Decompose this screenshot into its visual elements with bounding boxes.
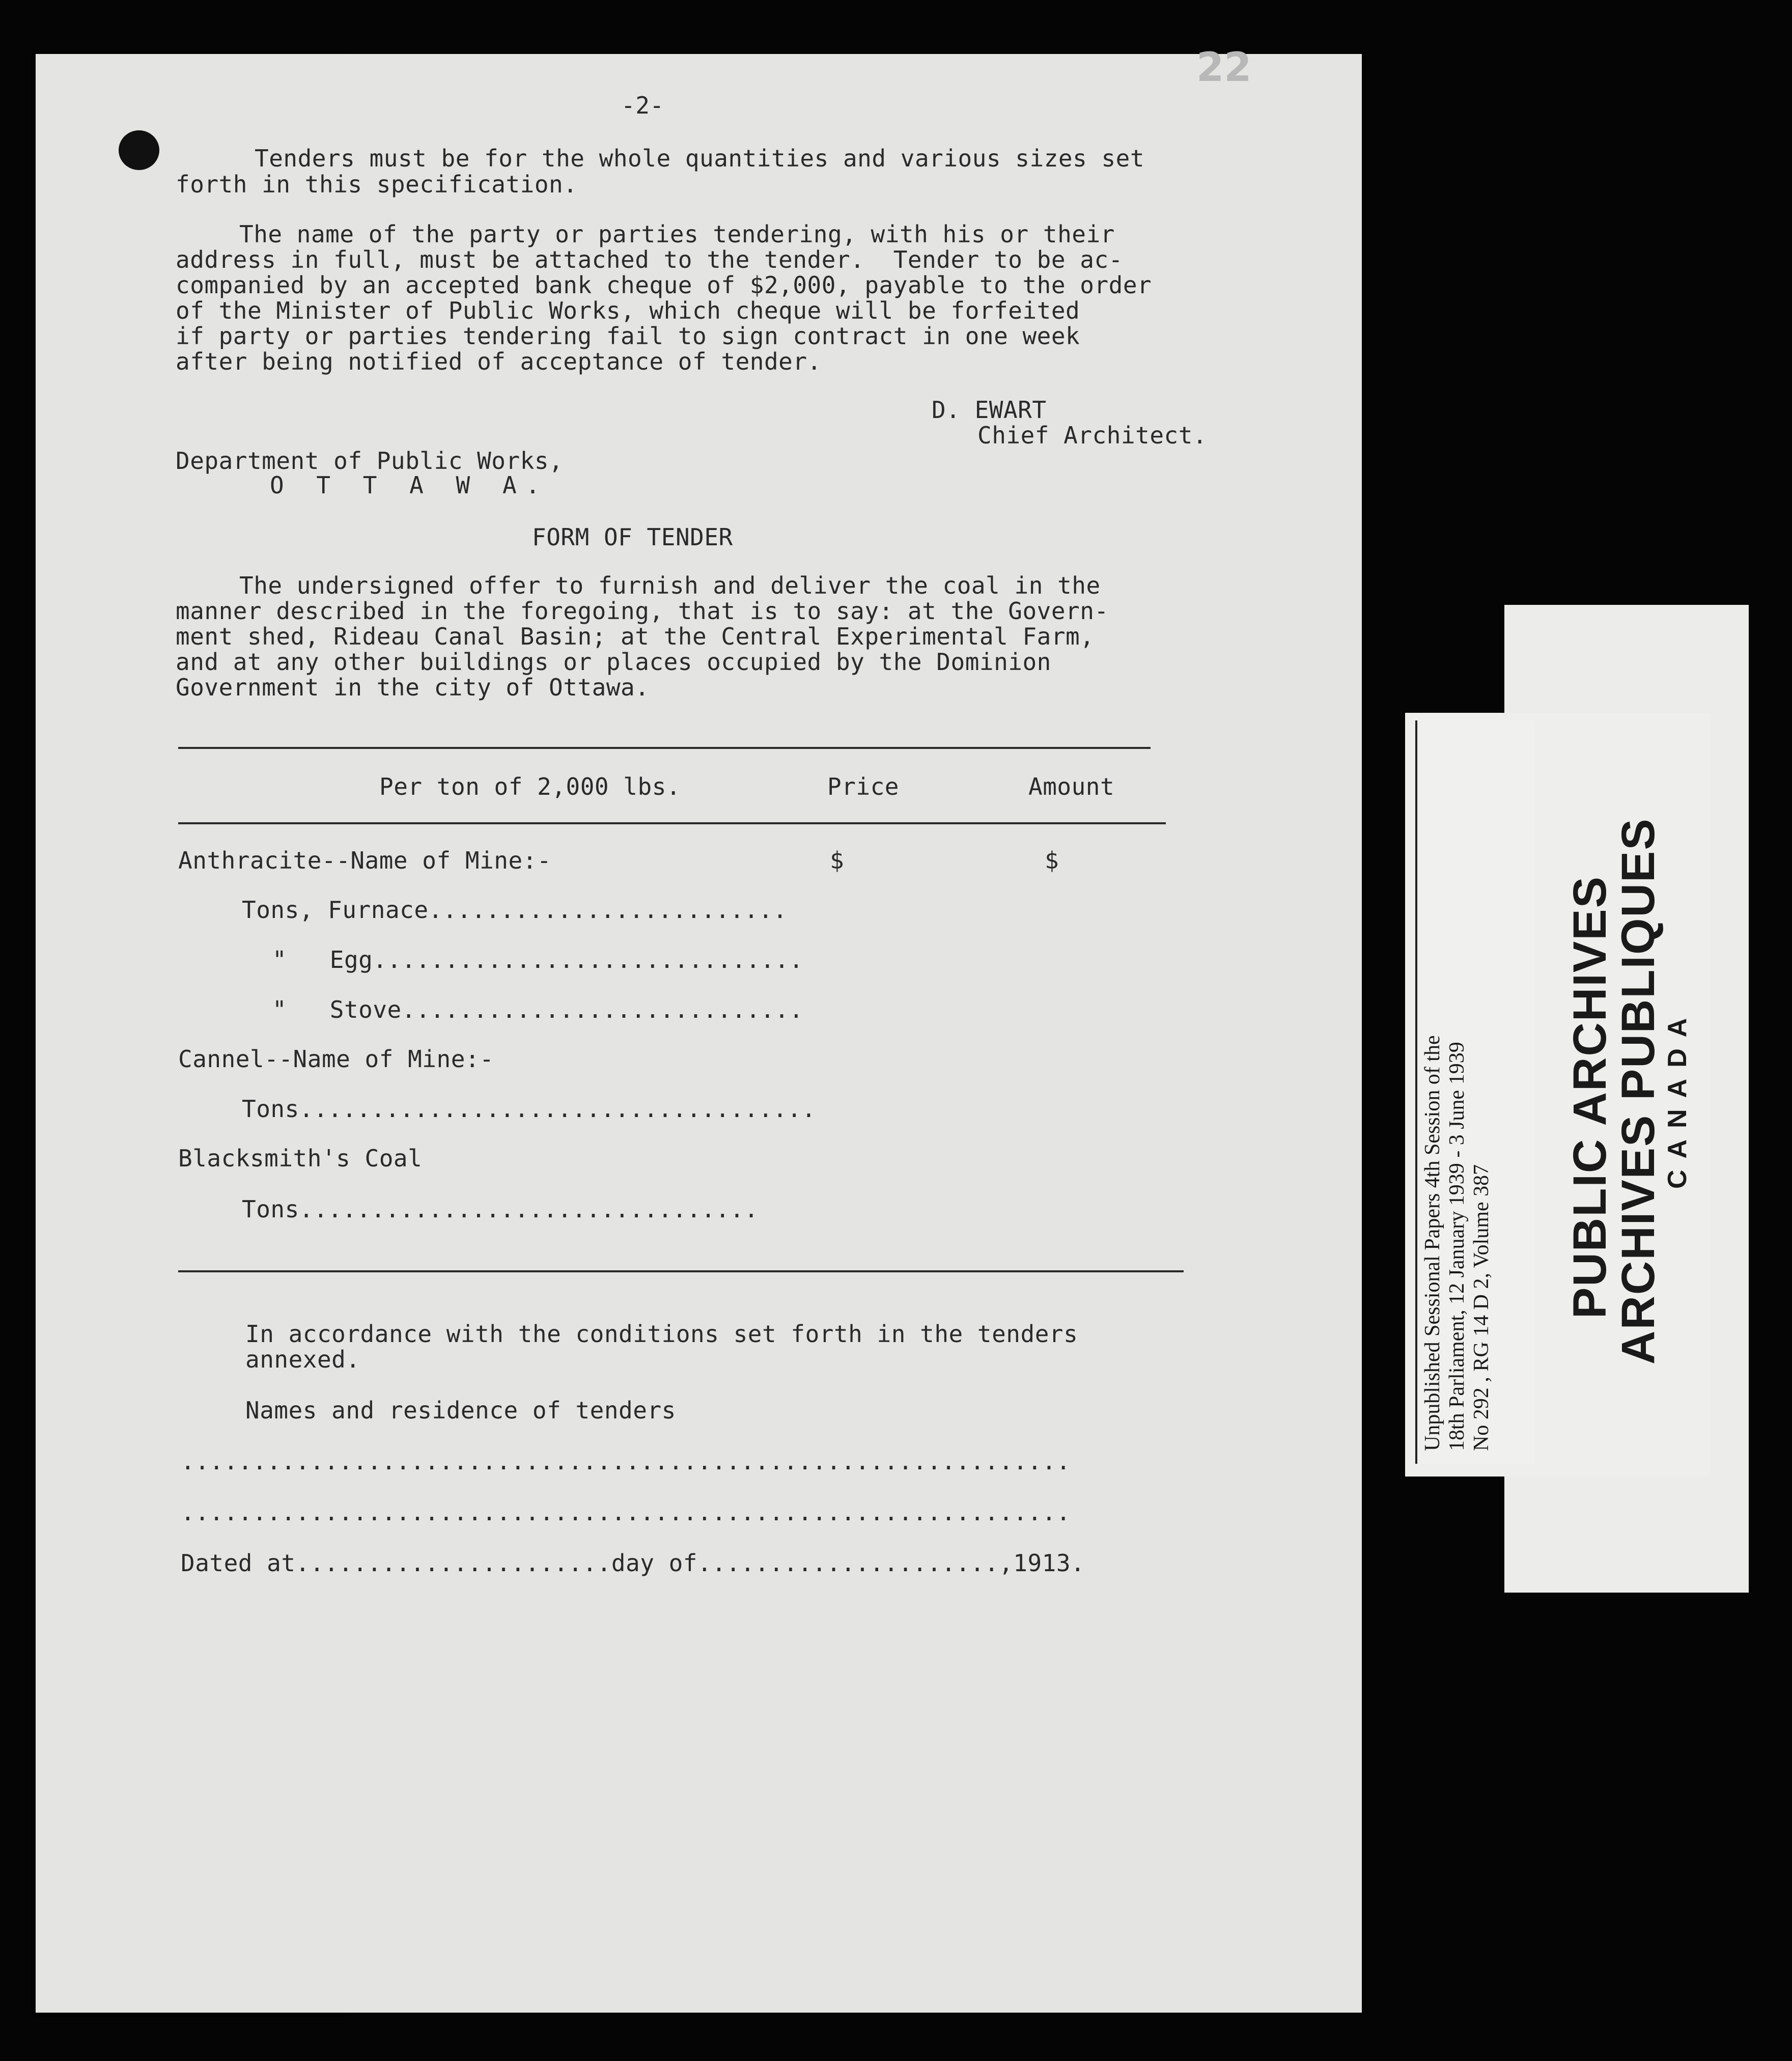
- table-col-amount: Amount: [1028, 773, 1115, 800]
- para2-line2: address in full, must be attached to the tender. Tender to be ac-: [176, 246, 1123, 273]
- para2-line5: if party or parties tendering fail to sign contract in one week: [176, 322, 1080, 350]
- para3-line1: The undersigned offer to furnish and deliver the coal in the: [239, 572, 1101, 599]
- department-line1: Department of Public Works,: [176, 447, 564, 475]
- row-cannel-tons: Tons....................................: [242, 1095, 816, 1123]
- table-bottom-rule: [178, 1270, 1184, 1272]
- archive-info-line1: Unpublished Sessional Papers 4th Session of the: [1421, 1035, 1444, 1451]
- archive-title-en: PUBLIC ARCHIVES: [1564, 876, 1616, 1319]
- para2-line3: companied by an accepted bank cheque of $2,000, payable to the order: [176, 271, 1152, 299]
- archive-info-line3: No 292 , RG 14 D 2, Volume 387: [1470, 1164, 1493, 1451]
- para4-line1: In accordance with the conditions set forth in the tenders: [245, 1320, 1078, 1348]
- names-label: Names and residence of tenders: [245, 1397, 676, 1424]
- names-dotted-line-1: ..............................................................: [181, 1447, 1071, 1475]
- archive-country: CANADA: [1663, 1007, 1692, 1189]
- table-header-rule: [178, 822, 1166, 824]
- row-egg: " Egg..............................: [272, 946, 804, 973]
- table-col-unit: Per ton of 2,000 lbs.: [379, 773, 681, 800]
- row-blacksmith: Blacksmith's Coal: [178, 1145, 423, 1172]
- para3-line2: manner described in the foregoing, that is to say: at the Govern-: [176, 597, 1109, 625]
- signature-name: D. EWART: [932, 396, 1047, 424]
- para1-line2: forth in this specification.: [176, 171, 578, 198]
- page-header: -2-: [621, 92, 664, 119]
- department-line2: O T T A W A.: [270, 471, 549, 499]
- para3-line5: Government in the city of Ottawa.: [176, 674, 650, 701]
- para3-line3: ment shed, Rideau Canal Basin; at the Central Experimental Farm,: [176, 623, 1095, 650]
- amount-dollar-mark: $: [1045, 847, 1059, 874]
- page-number-mark: 22: [1196, 45, 1252, 91]
- para1-line1: Tenders must be for the whole quantities and various sizes set: [255, 145, 1145, 172]
- archive-info-line2: 18th Parliament, 12 January 1939 - 3 June 1939: [1445, 1042, 1469, 1451]
- price-dollar-mark: $: [830, 847, 845, 874]
- table-col-price: Price: [827, 773, 899, 800]
- para3-line4: and at any other buildings or places occupied by the Dominion: [176, 648, 1051, 676]
- row-stove: " Stove............................: [272, 996, 804, 1023]
- para2-line6: after being notified of acceptance of tender.: [176, 348, 822, 375]
- table-top-rule: [178, 747, 1151, 749]
- punch-hole: [119, 130, 159, 170]
- names-dotted-line-2: ..............................................................: [181, 1498, 1071, 1526]
- archive-title-fr: ARCHIVES PUBLIQUES: [1612, 818, 1664, 1364]
- row-furnace: Tons, Furnace.........................: [242, 896, 788, 924]
- para2-line4: of the Minister of Public Works, which cheque will be forfeited: [176, 297, 1080, 324]
- para4-line2: annexed.: [245, 1346, 360, 1373]
- para2-line1: The name of the party or parties tendering, with his or their: [239, 220, 1115, 248]
- signature-title: Chief Architect.: [977, 422, 1208, 449]
- dated-line: Dated at......................day of.....................,1913.: [181, 1549, 1085, 1577]
- row-cannel: Cannel--Name of Mine:-: [178, 1045, 494, 1073]
- row-anthracite: Anthracite--Name of Mine:-: [178, 847, 552, 874]
- row-blacksmith-tons: Tons................................: [242, 1195, 759, 1223]
- form-title: FORM OF TENDER: [532, 523, 733, 551]
